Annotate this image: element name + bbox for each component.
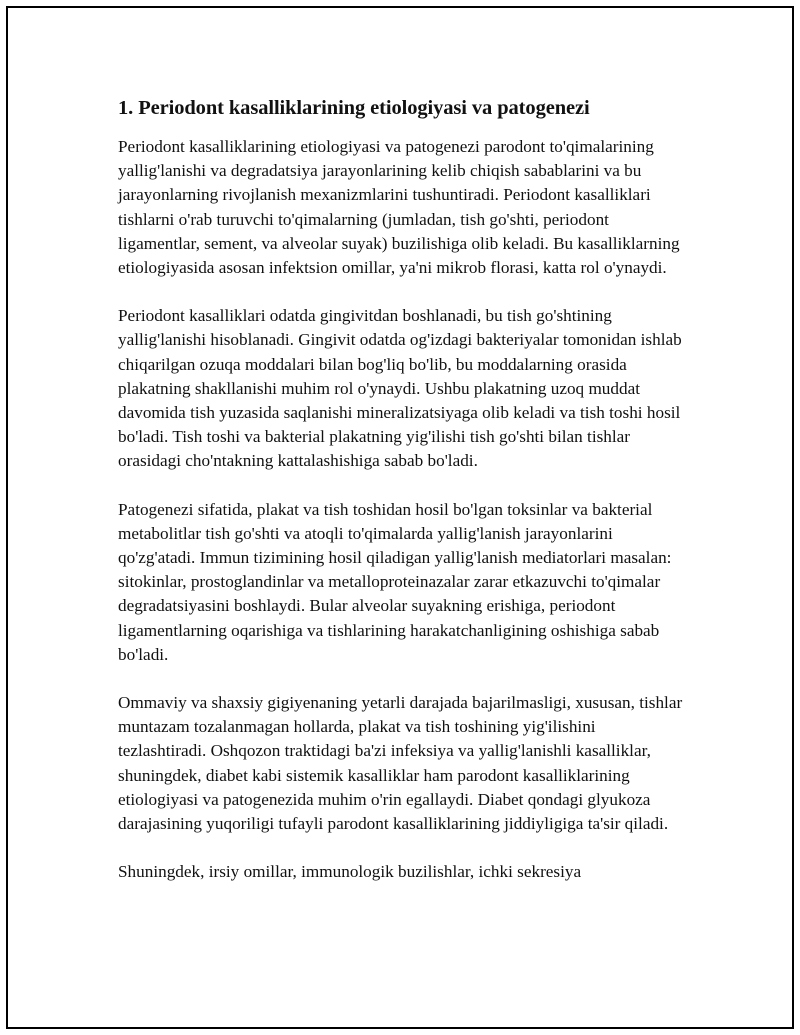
- document-body: [118, 94, 688, 908]
- paragraph-3: Patogenezi sifatida, plakat va tish toshidan hosil bo'lgan toksinlar va bakterial metabolitlar tish go'shti va atoqli to'qimalarda yallig'lanish jarayonlarini qo'zg'atadi. Immun tizimining hosil qiladigan yallig'lanish mediatorlari masalan: sitokinlar, prostoglandinlar va metalloproteinazalar zarar etkazuvchi to'qimalar degradatsiyasini boshlaydi. Bular alveolar suyakning erishiga, periodont ligamentlarning oqarishiga va tishlarining harakatchanligining oshishiga sabab bo'ladi.: [118, 499, 672, 664]
- paragraph-4: Ommaviy va shaxsiy gigiyenaning yetarli darajada bajarilmasligi, xususan, tishlar muntazam tozalanmagan hollarda, plakat va tish toshining yig'ilishini tezlashtiradi. Oshqozon traktidagi ba'zi infeksiya va yallig'lanishli kasalliklar, shuningdek, diabet kabi sistemik kasalliklar ham parodont kasalliklarining etiologiyasi va patogenezida muhim o'rin egallaydi. Diabet qondagi glyukoza darajasining yuqoriligi tufayli parodont kasalliklarining jiddiyligiga ta'sir qiladi.: [118, 693, 683, 834]
- paragraph-1: Periodont kasalliklarining etiologiyasi va patogenezi parodont to'qimalarining yallig'lanishi va degradatsiya jarayonlarining kelib chiqish sabablarini va bu jarayonlarning rivojlanish mexanizmlarini tushuntiradi. Periodont kasalliklari tishlarni o'rab turuvchi to'qimalarning (jumladan, tish go'shti, periodont ligamentlar, sement, va alveolar suyak) buzilishiga olib keladi. Bu kasalliklarning etiologiyasida asosan infektsion omillar, ya'ni mikrob florasi, katta rol o'ynaydi.: [118, 137, 680, 278]
- section-heading: 1. Periodont kasalliklarining etiologiyasi va patogenezi: [118, 97, 590, 119]
- paragraph-5: Shuningdek, irsiy omillar, immunologik buzilishlar, ichki sekresiya: [118, 862, 582, 882]
- paragraph-2: Periodont kasalliklari odatda gingivitdan boshlanadi, bu tish go'shtining yallig'lanishi hisoblanadi. Gingivit odatda og'izdagi bakteriyalar tomonidan ishlab chiqarilgan ozuqa moddalari bilan bog'liq bo'lib, bu moddalarning orasida plakatning shakllanishi muhim rol o'ynaydi. Ushbu plakatning uzoq muddat davomida tish yuzasida saqlanishi mineralizatsiyaga olib keladi va tish toshi hosil bo'ladi. Tish toshi va bakterial plakatning yig'ilishi tish go'shti bilan tishlar orasidagi cho'ntakning kattalashishiga sabab bo'ladi.: [118, 306, 682, 471]
